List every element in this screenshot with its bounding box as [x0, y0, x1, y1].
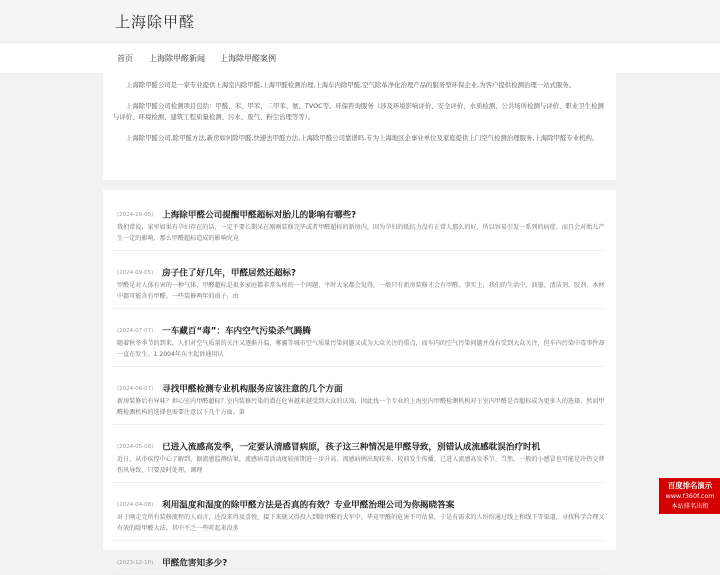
nav-item-news[interactable]: 上海除甲醛新闻 [149, 54, 205, 63]
article-title-link[interactable]: 上海除甲醛公司提醒甲醛超标对胎儿的影响有哪些? [162, 210, 357, 221]
article-summary: 甲醛是对人体有害的一种气体，甲醛超标是很多家庭都非常头疼的一个问题，平时大家都会觉得，一般只有新房装修才会有甲醛。事实上，我们的生活中，油墨、清洁剂、胶剂、木材中都可能含有甲醛。一些装修两年的房子，由 [117, 282, 605, 300]
badge-line: 百度排名演示 [667, 481, 713, 490]
ranking-ad-badge[interactable] [659, 478, 720, 514]
article-date: (2023-12-10) [117, 559, 154, 566]
article-date: (2024-06-07) [117, 385, 154, 392]
site-title[interactable]: 上海除甲醛 [115, 13, 196, 31]
article-summary: 对于刚走完所有装修流程的人而言，还没来得及喜悦，接下来就又得投入到除甲醛的大军中，毕竟甲醛的危害不可估量，于是有需求的人纷纷通过线上和线下等渠道，寻找科学合理又有效的除甲醛大法。其中不乏一些听起来没多 [117, 514, 605, 532]
intro-paragraph: 上海除甲醛公司是一家专业提供上海室内除甲醛,上海甲醛检测治理,上海车内除甲醛,空气除革净化治理产品的服务型环保企业,为客户提供检测治理一站式服务。 [126, 81, 576, 89]
article-date: (2024-10-05) [117, 211, 154, 218]
intro-panel [103, 72, 616, 180]
article-item [113, 548, 606, 575]
intro-paragraph: 上海除甲醛公司检测项目包括：甲醛、苯、甲苯、二甲苯、氨、TVOC等。环保咨询服务（涉及环境影响评价、安全评价、水质检测、公共场所检测与评价、职业卫生检测与评价、环境检测、建筑工程质量检测、污水、废气、粉尘治理等等）。 [113, 101, 604, 121]
badge-line: 本站排名出租 [671, 503, 709, 510]
article-summary: 近日，从市疾控中心了解到，据流感监测结果，流感病毒活动度较前期进一步升高。流感病例出现较多，较前发生传播，已进入流感高发季节。当然，一般的小感冒也可能是冷热交替伤风导致，只要及时处理，调理 [117, 456, 605, 474]
article-item [113, 258, 606, 309]
article-summary: 随着秋冬季节的到来，人们对空气质量的关注又逐渐升温，雾霾等城市空气质量污染问题又成为大众关注的重点，而车内的空气污染问题并没有受到大众关注，但车内污染中毒事件却一直在发生。1.2004年东主起诉通用认 [117, 340, 605, 358]
article-title-link[interactable]: 一车藏百“毒”：车内空气污染杀气腾腾 [162, 326, 311, 337]
article-date: (2024-07-07) [117, 327, 154, 334]
article-title-link[interactable]: 房子住了好几年，甲醛居然还超标? [162, 268, 296, 279]
article-title-link[interactable]: 甲醛危害知多少? [162, 558, 228, 569]
article-date: (2024-09-05) [117, 269, 154, 276]
article-item [113, 374, 606, 425]
article-summary: 新房装修后有异味？担心室内甲醛超标？室内装修污染的潜在危害越来越受到大众的认知，因此找一个专业的上海室内甲醛检测机构对于室内甲醛是否超标成为更多人的选择，然而甲醛检测机构的选择也需要注意以下几个方面。第 [117, 398, 605, 416]
article-item [113, 316, 606, 367]
main-nav [0, 43, 720, 74]
article-item [113, 200, 606, 251]
intro-paragraph: 上海除甲醛公司,除甲醛方法,新房如何除甲醛,快速去甲醛方法,上海除甲醛公司靠谱吗,专为上海地区企事业单位及家庭提供上门空气检测治理服务,上海除甲醛专业机构。 [126, 133, 599, 142]
article-item [113, 432, 606, 483]
article-item [113, 490, 606, 541]
article-summary: 我们常说，家里如果有孕妇存在的话，一定不要长期呆在刚刚装修完毕或者甲醛超标的新房内，因为孕妇的抵抗力没有正常人那么的好，所以容易引发一系列的病症。而且会对胎儿产生一定的影响，那么甲醛超标造成的影响究竟 [117, 224, 605, 242]
badge-line: www.f360f.com [665, 492, 715, 500]
article-title-link[interactable]: 利用温度和湿度的除甲醛方法是否真的有效？专业甲醛治理公司为你揭晓答案 [162, 500, 455, 511]
article-date: (2024-05-08) [117, 443, 154, 450]
nav-item-cases[interactable]: 上海除甲醛案例 [220, 54, 276, 63]
site-header [0, 0, 720, 43]
article-title-link[interactable]: 寻找甲醛检测专业机构服务应该注意的几个方面 [162, 384, 343, 395]
article-list [103, 190, 616, 569]
article-date: (2024-04-08) [117, 501, 154, 508]
nav-item-home[interactable]: 首页 [117, 54, 133, 63]
article-title-link[interactable]: 已进入流感高发季，一定要认清感冒病原，孩子这三种情况是甲醛导致，别错认成流感耽误治疗时机 [162, 442, 541, 453]
